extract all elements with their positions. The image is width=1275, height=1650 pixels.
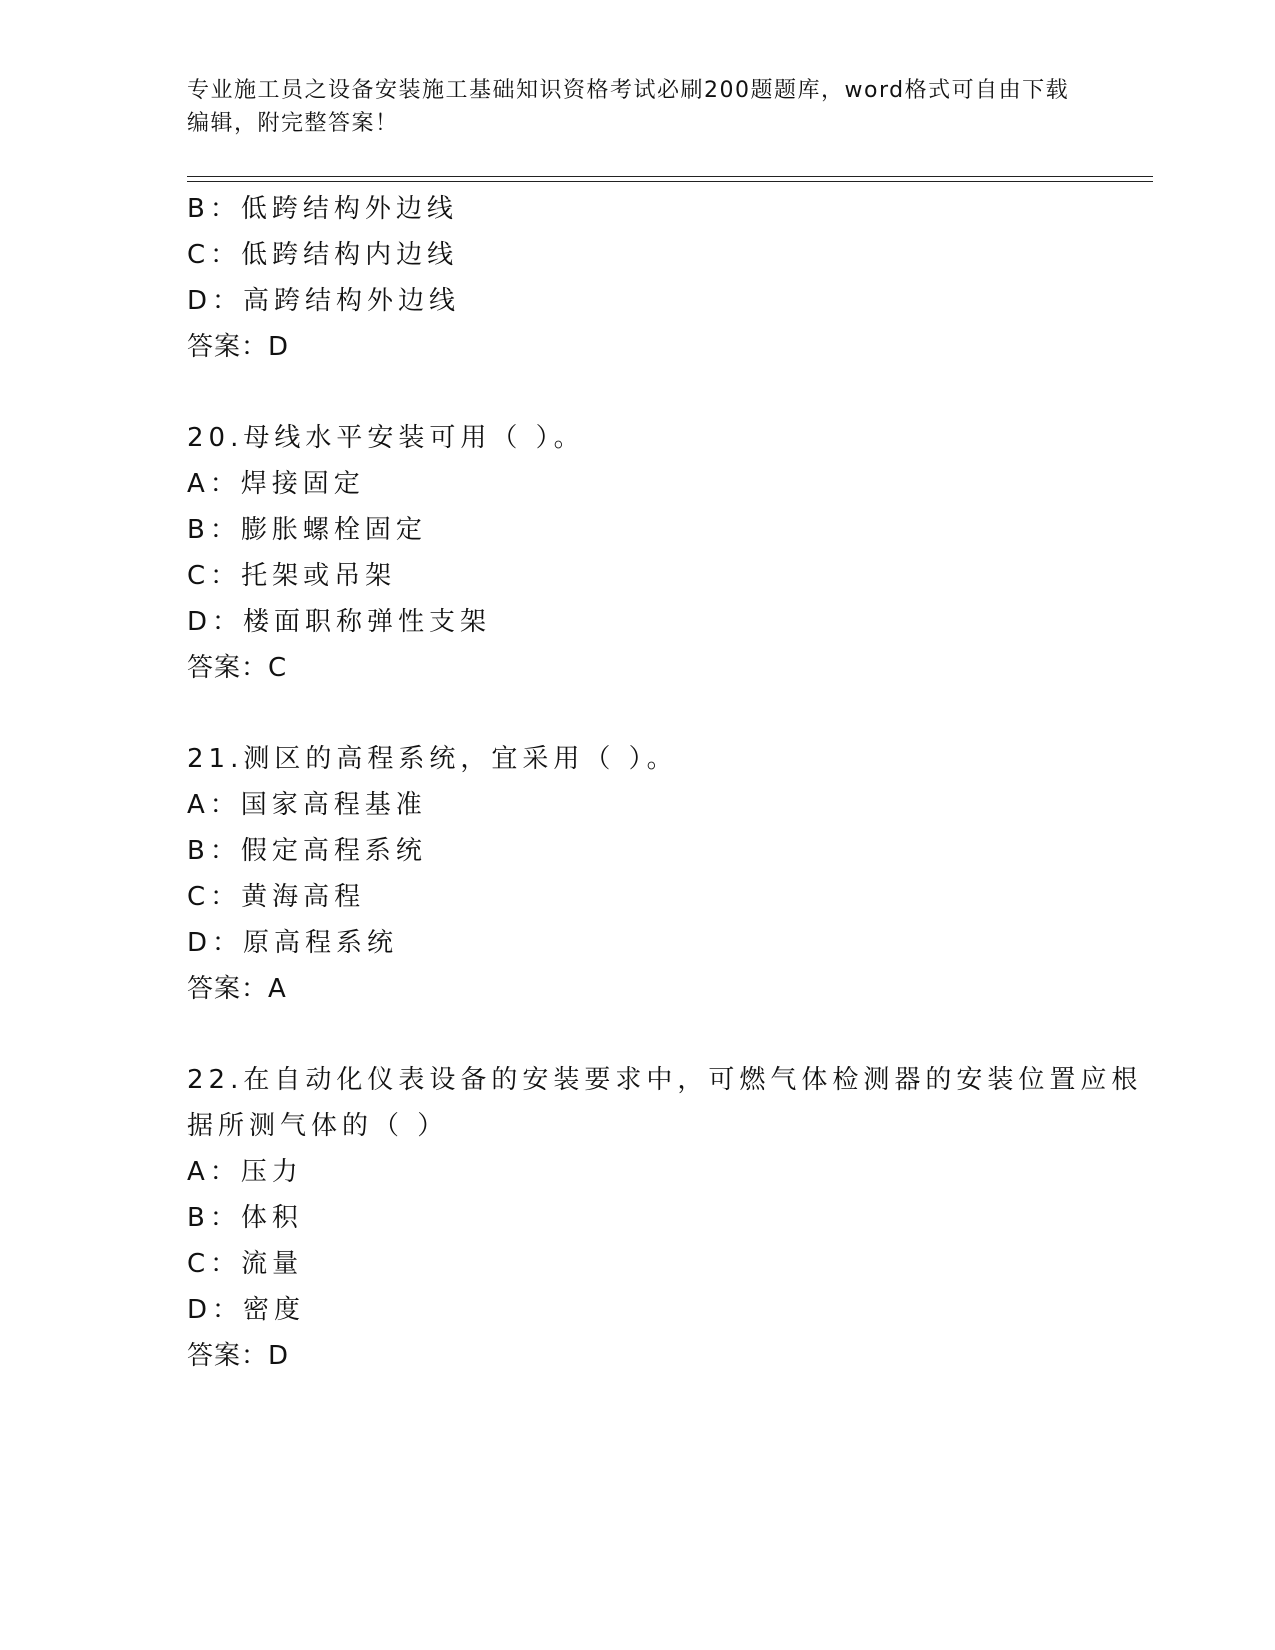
question-stem-line-1: 22.在自动化仪表设备的安装要求中，可燃气体检测器的安装位置应根 — [187, 1065, 1143, 1095]
option-c: C：黄海高程 — [187, 882, 366, 912]
answer-line: 答案：D — [187, 332, 290, 362]
option-b: B：体积 — [187, 1203, 303, 1233]
question-list — [187, 186, 1143, 1379]
question-stem-line-2: 据所测气体的（ ） — [187, 1111, 449, 1141]
option-b: B：假定高程系统 — [187, 836, 427, 866]
question-21 — [187, 736, 1087, 1012]
document-header: 专业施工员之设备安装施工基础知识资格考试必刷200题题库，word格式可自由下载编辑，附完整答案！ — [187, 78, 1070, 136]
header-rule-bottom — [187, 181, 1153, 182]
answer-line: 答案：A — [187, 974, 287, 1004]
question-19-continued — [187, 186, 1087, 370]
question-stem: 21.测区的高程系统，宜采用（ ）。 — [187, 744, 678, 774]
option-d: D：楼面职称弹性支架 — [187, 607, 492, 637]
option-c: C：流量 — [187, 1249, 304, 1279]
option-b: B：低跨结构外边线 — [187, 194, 458, 224]
header-rule-top — [187, 176, 1153, 177]
option-a: A：国家高程基准 — [187, 790, 427, 820]
option-c: C：托架或吊架 — [187, 561, 397, 591]
option-d: D：高跨结构外边线 — [187, 286, 461, 316]
answer-line: 答案：C — [187, 653, 288, 683]
option-c: C：低跨结构内边线 — [187, 240, 459, 270]
question-22 — [187, 1057, 1143, 1379]
option-a: A：压力 — [187, 1157, 303, 1187]
option-a: A：焊接固定 — [187, 469, 365, 499]
option-d: D：原高程系统 — [187, 928, 399, 958]
option-d: D：密度 — [187, 1295, 306, 1325]
option-b: B：膨胀螺栓固定 — [187, 515, 427, 545]
question-stem: 20.母线水平安装可用（ ）。 — [187, 423, 585, 453]
answer-line: 答案：D — [187, 1341, 290, 1371]
question-20 — [187, 415, 1087, 691]
